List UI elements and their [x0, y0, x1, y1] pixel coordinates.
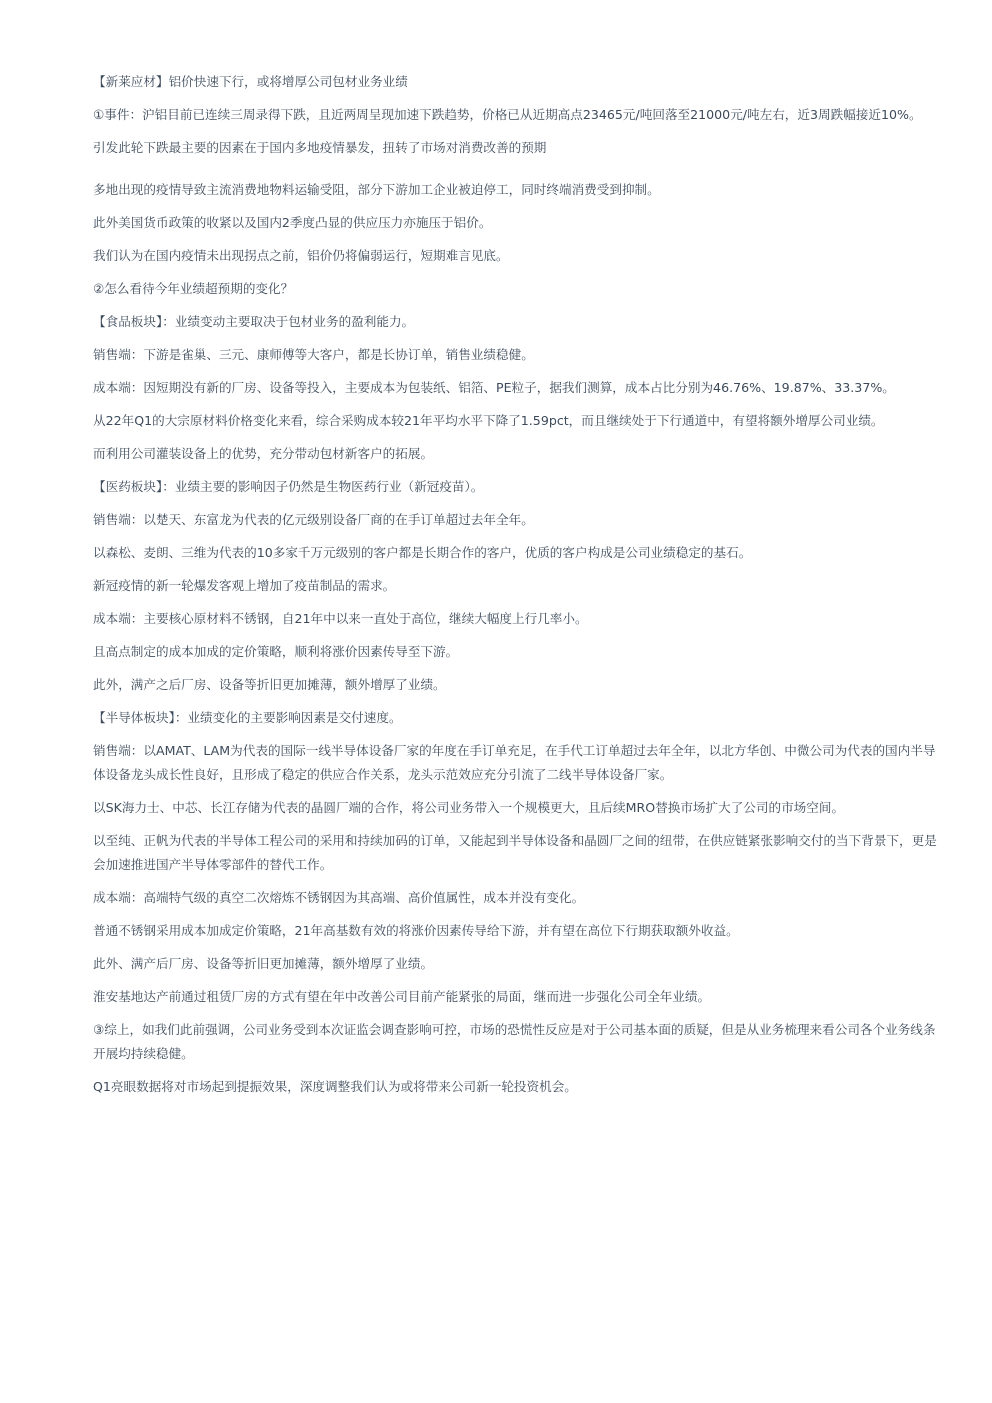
paragraph: 且高点制定的成本加成的定价策略，顺利将涨价因素传导至下游。: [93, 644, 459, 659]
paragraph: 以森松、麦朗、三维为代表的10多家千万元级别的客户都是长期合作的客户，优质的客户构成是公司业绩稳定的基石。: [93, 545, 752, 560]
paragraph: 以至纯、正帆为代表的半导体工程公司的采用和持续加码的订单，又能起到半导体设备和晶圆厂之间的纽带，在供应链紧张影响交付的当下背景下，更是会加速推进国产半导体零部件的替代工作。: [93, 833, 937, 872]
paragraph-closing: Q1亮眼数据将对市场起到提振效果，深度调整我们认为或将带来公司新一轮投资机会。: [93, 1079, 577, 1094]
paragraph: 以SK海力士、中芯、长江存储为代表的晶圆厂端的合作，将公司业务带入一个规模更大，且后续MRO替换市场扩大了公司的市场空间。: [93, 800, 845, 815]
section-medical: 【医药板块】：业绩主要的影响因子仍然是生物医药行业（新冠疫苗）。: [93, 479, 484, 494]
paragraph: 销售端：以楚天、东富龙为代表的亿元级别设备厂商的在手订单超过去年全年。: [93, 512, 534, 527]
document-body: [93, 70, 943, 1108]
document-title: 【新莱应材】铝价快速下行，或将增厚公司包材业务业绩: [93, 74, 408, 89]
paragraph: 成本端：高端特气级的真空二次熔炼不锈钢因为其高端、高价值属性，成本并没有变化。: [93, 890, 585, 905]
paragraph: 而利用公司灌装设备上的优势，充分带动包材新客户的拓展。: [93, 446, 434, 461]
paragraph: 新冠疫情的新一轮爆发客观上增加了疫苗制品的需求。: [93, 578, 396, 593]
paragraph: 成本端：因短期没有新的厂房、设备等投入，主要成本为包装纸、铝箔、PE粒子，据我们测算，成本占比分别为46.76%、19.87%、33.37%。: [93, 380, 895, 395]
paragraph: 从22年Q1的大宗原材料价格变化来看，综合采购成本较21年平均水平下降了1.59pct，而且继续处于下行通道中，有望将额外增厚公司业绩。: [93, 413, 884, 428]
paragraph: 成本端：主要核心原材料不锈钢，自21年中以来一直处于高位，继续大幅度上行几率小。: [93, 611, 588, 626]
section-summary: ③综上，如我们此前强调，公司业务受到本次证监会调查影响可控，市场的恐慌性反应是对于公司基本面的质疑，但是从业务梳理来看公司各个业务线条开展均持续稳健。: [93, 1022, 936, 1061]
paragraph: 引发此轮下跌最主要的因素在于国内多地疫情暴发，扭转了市场对消费改善的预期: [93, 140, 547, 155]
paragraph: 我们认为在国内疫情未出现拐点之前，铝价仍将偏弱运行，短期难言见底。: [93, 248, 509, 263]
section-semiconductor: 【半导体板块】：业绩变化的主要影响因素是交付速度。: [93, 710, 402, 725]
section-food: 【食品板块】：业绩变动主要取决于包材业务的盈利能力。: [93, 314, 415, 329]
paragraph: 此外、满产后厂房、设备等折旧更加摊薄，额外增厚了业绩。: [93, 956, 434, 971]
paragraph: 多地出现的疫情导致主流消费地物料运输受阻，部分下游加工企业被迫停工，同时终端消费受到抑制。: [93, 182, 660, 197]
paragraph: 此外，满产之后厂房、设备等折旧更加摊薄，额外增厚了业绩。: [93, 677, 446, 692]
paragraph: 销售端：以AMAT、LAM为代表的国际一线半导体设备厂家的年度在手订单充足，在手代工订单超过去年全年，以北方华创、中微公司为代表的国内半导体设备龙头成长性良好，且形成了稳定的供应合作关系，龙头示范效应充分引流了二线半导体设备厂家。: [93, 743, 936, 782]
section-question: ②怎么看待今年业绩超预期的变化？: [93, 281, 294, 296]
paragraph: 销售端：下游是雀巢、三元、康师傅等大客户，都是长协订单，销售业绩稳健。: [93, 347, 534, 362]
paragraph-event: ①事件：沪铝目前已连续三周录得下跌，且近两周呈现加速下跌趋势，价格已从近期高点23465元/吨回落至21000元/吨左右，近3周跌幅接近10%。: [93, 107, 922, 122]
paragraph: 淮安基地达产前通过租赁厂房的方式有望在年中改善公司目前产能紧张的局面，继而进一步强化公司全年业绩。: [93, 989, 711, 1004]
paragraph: 普通不锈钢采用成本加成定价策略，21年高基数有效的将涨价因素传导给下游，并有望在高位下行期获取额外收益。: [93, 923, 739, 938]
paragraph: 此外美国货币政策的收紧以及国内2季度凸显的供应压力亦施压于铝价。: [93, 215, 492, 230]
